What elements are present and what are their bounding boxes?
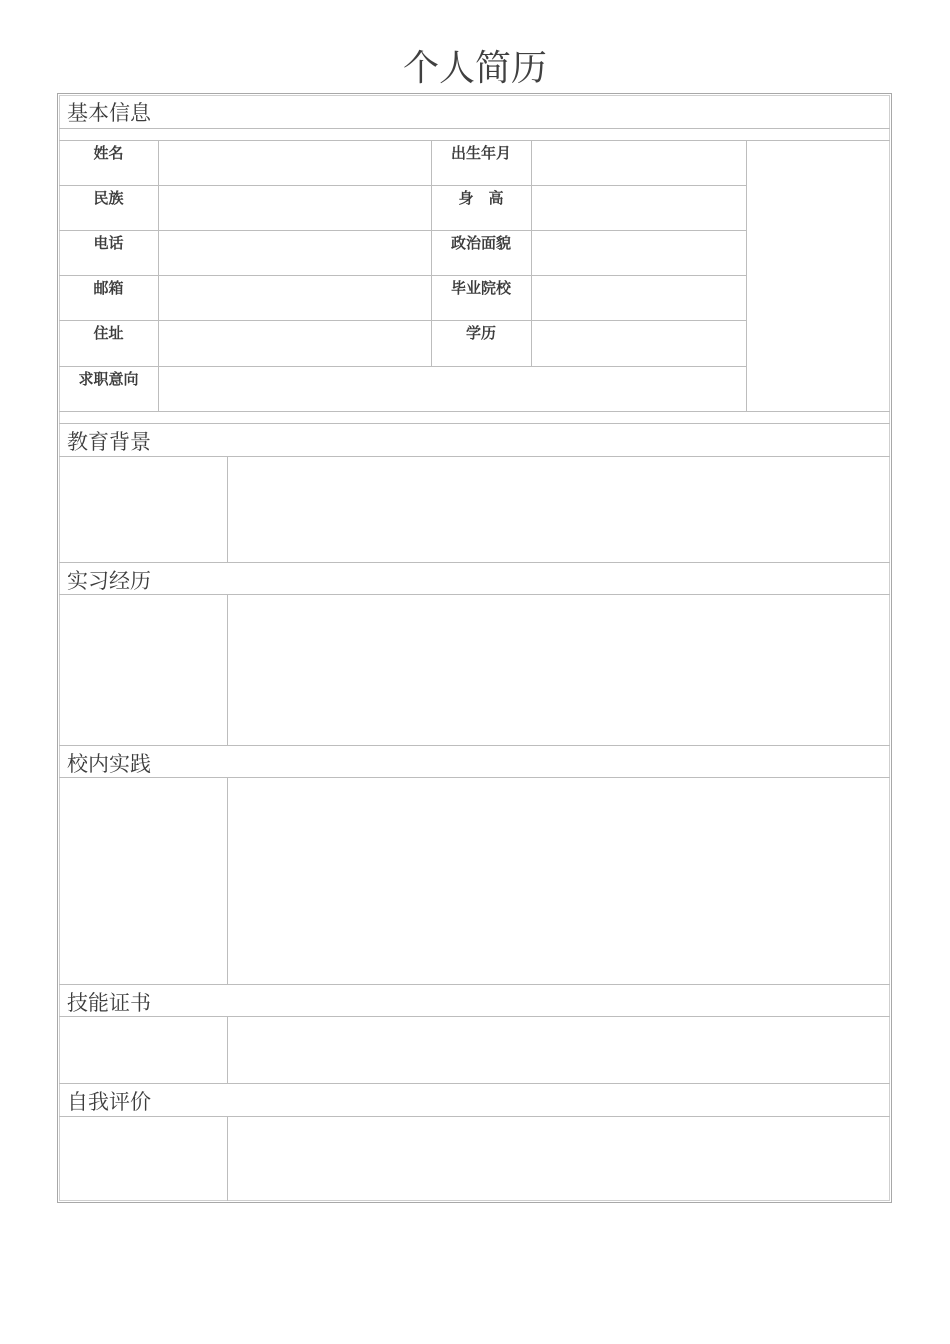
section-title-skills: 技能证书 — [67, 991, 151, 1015]
internship-details[interactable] — [228, 595, 890, 745]
value-height[interactable] — [532, 186, 746, 230]
education-details[interactable] — [228, 457, 890, 562]
value-birth-date[interactable] — [532, 141, 746, 185]
label-degree: 学历 — [465, 324, 496, 342]
value-ethnicity[interactable] — [159, 186, 431, 230]
photo-placeholder[interactable] — [747, 141, 890, 411]
label-name: 姓名 — [93, 144, 124, 162]
section-title-self-evaluation: 自我评价 — [67, 1090, 151, 1114]
value-degree[interactable] — [532, 321, 746, 366]
skills-details[interactable] — [228, 1017, 890, 1083]
internship-period[interactable] — [60, 595, 227, 745]
value-address[interactable] — [159, 321, 431, 366]
value-school[interactable] — [532, 276, 746, 320]
label-address: 住址 — [93, 324, 124, 342]
divider — [59, 128, 890, 129]
value-email[interactable] — [159, 276, 431, 320]
value-political-status[interactable] — [532, 231, 746, 275]
section-title-education: 教育背景 — [67, 430, 151, 454]
section-title-internship: 实习经历 — [67, 569, 151, 593]
section-title-basic-info: 基本信息 — [67, 101, 151, 125]
label-job-objective: 求职意向 — [78, 370, 139, 388]
value-phone[interactable] — [159, 231, 431, 275]
divider — [59, 562, 890, 563]
divider — [59, 1083, 890, 1084]
value-job-objective[interactable] — [159, 367, 746, 411]
label-political-status: 政治面貌 — [450, 234, 511, 252]
label-ethnicity: 民族 — [93, 189, 124, 207]
label-birth-date: 出生年月 — [450, 144, 511, 162]
label-height: 身 高 — [458, 189, 504, 207]
divider — [59, 411, 890, 412]
label-school: 毕业院校 — [450, 279, 511, 297]
self-evaluation-details[interactable] — [228, 1117, 890, 1201]
value-name[interactable] — [159, 141, 431, 185]
self-evaluation-label-cell[interactable] — [60, 1117, 227, 1201]
divider — [59, 984, 890, 985]
skills-category[interactable] — [60, 1017, 227, 1083]
label-phone: 电话 — [93, 234, 124, 252]
label-email: 邮箱 — [93, 279, 124, 297]
resume-title: 个人简历 — [402, 48, 547, 89]
divider — [59, 745, 890, 746]
campus-period[interactable] — [60, 778, 227, 984]
campus-details[interactable] — [228, 778, 890, 984]
education-period[interactable] — [60, 457, 227, 562]
section-title-campus-practice: 校内实践 — [67, 752, 151, 776]
divider — [59, 423, 890, 424]
